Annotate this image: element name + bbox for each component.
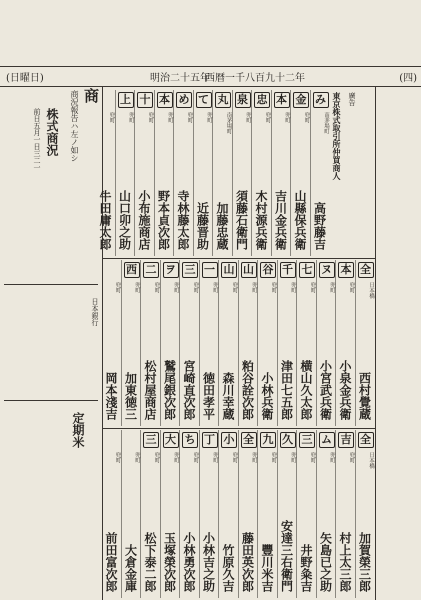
broker-name: 岡本淺吉 [104,372,118,420]
broker-address: 兜町 [114,282,121,293]
broker-listing [180,260,200,426]
broker-name: 徳田孝平 [201,372,216,420]
broker-listing [291,90,311,256]
broker-mark-row1-2: 本 [274,92,290,108]
left-column [0,78,102,600]
broker-listing [278,430,298,598]
broker-listing [200,430,220,598]
broker-name: 加東徳三 [123,372,138,420]
broker-mark-row1-4: 泉 [235,92,251,108]
column-rule [296,260,297,426]
broker-mark-row1-5: 丸 [215,92,231,108]
broker-address: 兜町 [270,282,277,293]
ad-rule [375,86,376,600]
left-title: 商 [82,88,100,103]
broker-mark-row2-6: 山 [241,262,257,278]
broker-address: 兜町 [147,112,154,123]
broker-name: 小布施商店 [137,190,151,250]
broker-name: 近藤晋助 [195,202,210,250]
column-rule [296,430,297,598]
broker-listing [258,430,278,598]
broker-mark-row2-9: 三 [182,262,198,278]
column-rule [251,90,252,256]
broker-name: 寺林藤太郎 [176,190,190,250]
broker-mark-row3-9: ち [182,432,198,448]
broker-name: 井野粂吉 [299,544,313,592]
broker-mark-row1-0: み [313,92,329,108]
broker-listing [155,90,175,256]
broker-listing [252,90,272,256]
broker-listing [219,430,239,598]
row-rule-1 [102,258,375,259]
broker-mark-row3-11: 三 [143,432,159,448]
broker-mark-row3-2: ム [319,432,335,448]
broker-address: 兜町 [309,282,316,293]
broker-listing [194,90,214,256]
broker-mark-row2-12: 西 [124,262,140,278]
broker-mark-row2-3: 七 [299,262,315,278]
broker-mark-row3-0: 全 [358,432,374,448]
broker-address: 兜町 [212,282,218,293]
broker-address: 日本橋 [368,452,374,469]
broker-listing [122,260,142,426]
broker-name: 矢島已之助 [318,532,333,592]
left-divider-2 [4,400,98,401]
broker-name: 豐川米吉 [260,544,274,592]
broker-listing [311,90,331,256]
era-text: 明治二十五年 [150,73,210,84]
broker-address: 兜町 [290,452,296,463]
broker-name: 高野藤吉 [312,202,327,250]
broker-name: 鷲尾銀次郎 [162,360,177,420]
broker-name: 安達三右衛門 [279,520,294,592]
page-number: (四) [399,73,417,84]
broker-name: 小林吉之助 [201,532,216,592]
broker-listing [174,90,194,256]
broker-listing [317,260,337,426]
broker-mark-row1-7: め [176,92,192,108]
column-rule [140,430,141,598]
broker-name: 山縣保兵衛 [293,190,307,250]
broker-listing [272,90,292,256]
broker-address: 兜町 [186,112,193,123]
broker-name: 小宮武兵衛 [318,360,333,420]
broker-listing [116,90,136,256]
column-rule [218,430,219,598]
broker-address: 兜町 [114,452,121,463]
broker-name: 玉塚榮次郎 [162,532,177,592]
broker-address: 兜町 [245,112,251,123]
broker-name: 加藤忠蔵 [215,202,229,250]
broker-listing [233,90,253,256]
broker-name: 吉川金兵衛 [273,190,288,250]
broker-name: 小泉金兵衛 [338,360,352,420]
broker-name: 松下泰二郎 [143,532,157,592]
broker-address: 兜町 [329,282,335,293]
broker-mark-row1-6: て [196,92,212,108]
broker-mark-row2-11: 二 [143,262,159,278]
broker-address: 兜町 [134,452,140,463]
broker-listing [356,260,376,426]
broker-mark-row3-4: 久 [280,432,296,448]
broker-name: 大倉金庫 [123,544,138,592]
broker-address: 兜町 [108,112,115,123]
broker-mark-row2-4: 千 [280,262,296,278]
broker-address: 兜町 [303,112,310,123]
broker-name: 粕谷詮次郎 [240,360,255,420]
column-rule [179,430,180,598]
broker-listing [161,260,181,426]
broker-address: 兜町 [231,452,238,463]
broker-address: 兜町 [173,452,179,463]
broker-listing [213,90,233,256]
broker-address: 兜町 [153,452,160,463]
broker-mark-row3-10: 大 [163,432,179,448]
broker-mark-row1-8: 本 [157,92,173,108]
broker-address: 兜町 [192,452,199,463]
teiki-title: 定期米 [71,412,85,448]
ad-heading: 東京株式取引所仲買商人 [332,92,342,180]
broker-listing [239,260,259,426]
broker-name: 竹原久吉 [221,544,235,592]
broker-address: 兜町 [167,112,173,123]
column-rule [140,260,141,426]
broker-name: 西村覺蔵 [357,372,372,420]
broker-name: 山口卯之助 [117,190,132,250]
date-text: 西暦一千八百九十二年 [205,73,305,84]
broker-listing [122,430,142,598]
column-rule [212,90,213,256]
column-rule [257,430,258,598]
broker-address: 兜町 [251,452,257,463]
broker-address: 兜町 [173,282,179,293]
broker-mark-row3-7: 小 [221,432,237,448]
broker-listing [102,260,122,426]
broker-listing [102,430,122,598]
broker-address: 日本橋 [368,282,374,299]
broker-name: 横山久太郎 [299,360,313,420]
broker-mark-row2-5: 谷 [260,262,276,278]
broker-mark-row3-8: 丁 [202,432,218,448]
broker-listing [141,430,161,598]
broker-address: 兜町 [251,282,257,293]
broker-address: 南茅場町 [225,112,232,134]
broker-mark-row1-1: 金 [293,92,309,108]
broker-listing [336,430,356,598]
broker-address: 兜町 [284,112,290,123]
broker-name: 須藤石衛門 [234,190,249,250]
broker-mark-row2-7: 山 [221,262,237,278]
broker-address: 兜町 [206,112,212,123]
broker-mark-row2-2: ヌ [319,262,335,278]
column-rule [134,90,135,256]
broker-listing [297,260,317,426]
broker-address: 兜町 [309,452,316,463]
broker-mark-row3-1: 吉 [338,432,354,448]
broker-address: 兜町 [348,282,355,293]
broker-listing [200,260,220,426]
broker-name: 村上太三郎 [338,532,352,592]
broker-address: 兜町 [134,282,140,293]
broker-name: 小林勇次郎 [182,532,196,592]
broker-address: 兜町 [212,452,218,463]
broker-listing [356,430,376,598]
broker-mark-row2-1: 本 [338,262,354,278]
broker-listing [180,430,200,598]
broker-listing [239,430,259,598]
ad-title: 廣告 [348,92,356,106]
left-body: 商況報告ハ左ノ如シ [70,90,79,162]
column-rule [173,90,174,256]
broker-listing [258,260,278,426]
broker-name: 森川幸蔵 [221,372,235,420]
column-rule [218,260,219,426]
column-note: 前日五月一日三二一 [33,108,41,171]
broker-name: 宮崎直次郎 [182,360,196,420]
broker-address: 兜町 [192,282,199,293]
broker-listing [135,90,155,256]
broker-mark-row2-10: ヲ [163,262,179,278]
column-rule [290,90,291,256]
row-rule-2 [102,428,375,429]
broker-listing [278,260,298,426]
broker-mark-row2-0: 全 [358,262,374,278]
broker-mark-row3-6: 全 [241,432,257,448]
broker-address: 兜町 [329,452,335,463]
broker-address: 兜町 [290,282,296,293]
broker-listing [161,430,181,598]
broker-mark-row2-8: 一 [202,262,218,278]
broker-name: 木村源兵衛 [254,190,268,250]
column-rule [335,430,336,598]
broker-mark-row3-3: 三 [299,432,315,448]
broker-address: 兜町 [231,282,238,293]
weekday: (日曜日) [6,73,44,84]
broker-listing [141,260,161,426]
left-divider [4,284,98,285]
column-rule [257,260,258,426]
broker-address: 兜町 [270,452,277,463]
broker-listing [336,260,356,426]
bank-text: 日本銀行 [91,298,99,326]
broker-mark-row1-10: 上 [118,92,134,108]
broker-address: 兜町 [153,282,160,293]
broker-mark-row3-5: 九 [260,432,276,448]
column-rule [335,260,336,426]
column-rule [179,260,180,426]
broker-address: 兜町 [128,112,134,123]
broker-name: 加賀榮三郎 [357,532,372,592]
broker-listing [317,430,337,598]
broker-name: 牛田庸太郎 [98,190,112,250]
broker-name: 藤田英次郎 [240,532,255,592]
broker-address: 兜町 [264,112,271,123]
broker-name: 津田七五郎 [279,360,294,420]
broker-address: 南茅場町 [323,112,329,134]
broker-name: 小林兵衛 [260,372,274,420]
broker-mark-row1-3: 忠 [254,92,270,108]
column-title: 株式商況 [45,108,59,156]
broker-name: 前田富次郎 [104,532,118,592]
broker-listing [96,90,116,256]
broker-name: 野本貞次郎 [156,190,171,250]
broker-mark-row1-9: 十 [137,92,153,108]
broker-listing [219,260,239,426]
broker-name: 松村屋商店 [143,360,157,420]
broker-listing [297,430,317,598]
broker-address: 兜町 [348,452,355,463]
